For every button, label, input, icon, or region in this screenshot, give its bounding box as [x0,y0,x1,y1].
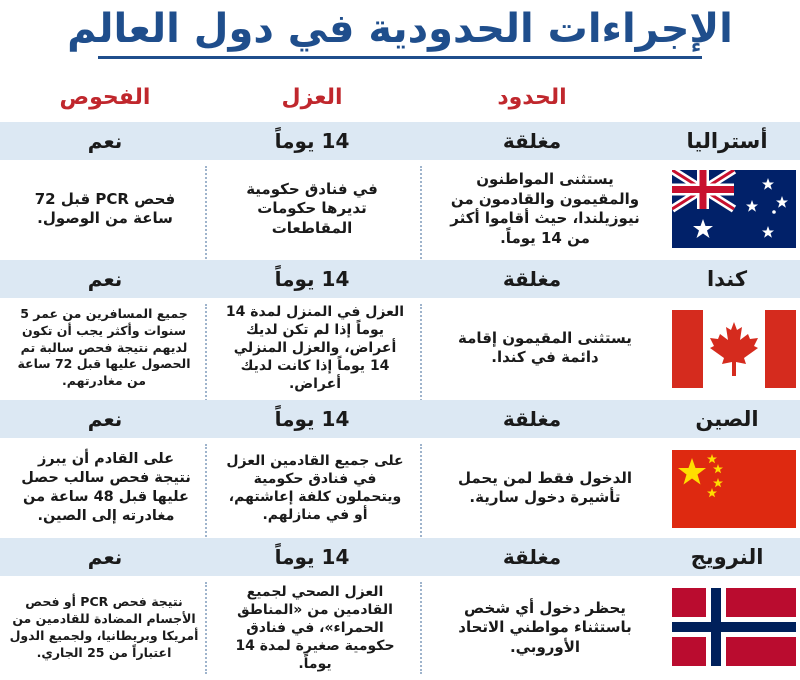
border-status: مغلقة [502,267,562,291]
border-detail: الدخول فقط لمن يحمل تأشيرة دخول سارية. [457,468,633,506]
quarantine-days: 14 يوماً [274,545,350,569]
column-divider [205,582,208,674]
test-detail: فحص PCR قبل 72 ساعة من الوصول. [34,189,176,227]
country-name: الصين [695,407,759,431]
australia-flag-icon [672,170,796,248]
header-tests: الفحوص [59,85,151,110]
country-name: أستراليا [686,129,768,153]
column-divider [205,444,208,544]
column-divider [205,166,208,266]
china-flag-icon [672,450,796,528]
page-title: الإجراءات الحدودية في دول العالم [67,6,733,52]
column-divider [420,304,423,404]
canada-flag-icon [672,310,796,388]
quarantine-detail: في فنادق حكومية تديرها حكومات المقاطعات [246,179,378,237]
border-status: مغلقة [502,129,562,153]
column-divider [205,304,208,404]
border-status: مغلقة [502,545,562,569]
quarantine-detail: العزل في المنزل لمدة 14 يوماً إذا لم تكن لديك أعراض، والعزل المنزلي 14 يوماً إذا كانت لديك أعراض. [225,303,405,393]
border-status: مغلقة [502,407,562,431]
column-divider [420,582,423,674]
header-quarantine: العزل [281,85,343,110]
quarantine-detail: العزل الصحي لجميع القادمين من «المناطق الحمراء»، في فنادق حكومية صغيرة لمدة 14 يوماً. [235,583,395,673]
test-detail: على القادم أن يبرز نتيجة فحص سالب حصل عليها قبل 48 ساعة من مغادرته إلى الصين. [21,451,191,524]
border-detail: يستثنى المقيمون إقامة دائمة في كندا. [458,328,632,366]
quarantine-days: 14 يوماً [274,407,350,431]
test-detail: نتيجة فحص PCR أو فحص الأجسام المضادة للقادمين من أمريكا وبريطانيا، ولجميع الدول اعتباراً من 25 الجاري. [9,594,199,660]
test-status: نعم [87,129,123,153]
country-name: النرويج [690,545,764,569]
norway-flag-icon [672,588,796,666]
header-borders: الحدود [497,85,567,110]
test-status: نعم [87,545,123,569]
border-detail: يستثنى المواطنون والمقيمون والقادمون من نيوزيلندا، حيث أقاموا أكثر من 14 يوماً. [450,170,640,247]
border-detail: يحظر دخول أي شخص باستثناء مواطني الاتحاد الأوروبي. [458,598,632,656]
title-underline [98,56,702,59]
quarantine-days: 14 يوماً [274,267,350,291]
quarantine-days: 14 يوماً [274,129,350,153]
test-detail: جميع المسافرين من عمر 5 سنوات وأكثر يجب أن تكون لديهم نتيجة فحص سالبة تم الحصول عليها قبل 72 ساعة من مغادرتهم. [17,305,191,389]
column-divider [420,166,423,266]
column-divider [420,444,423,544]
quarantine-detail: على جميع القادمين العزل في فنادق حكومية ويتحملون كلفة إعاشتهم، أو في منازلهم. [226,452,404,524]
country-name: كندا [706,267,748,291]
test-status: نعم [87,267,123,291]
test-status: نعم [87,407,123,431]
